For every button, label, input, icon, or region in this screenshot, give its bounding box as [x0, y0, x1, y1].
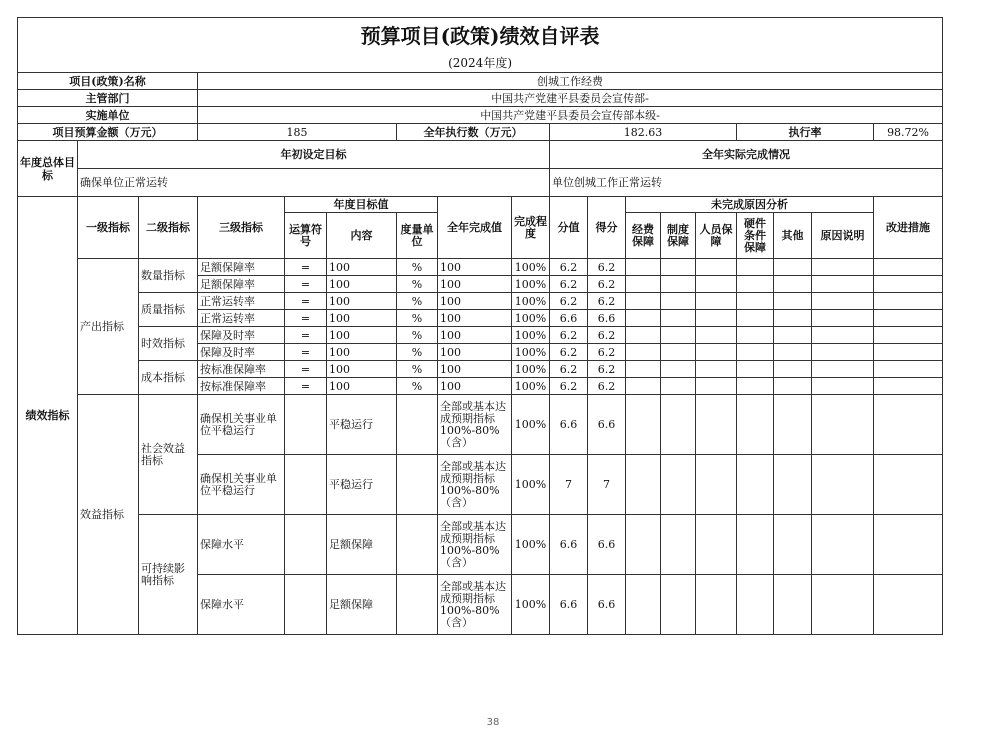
level2-cell: 数量指标 — [139, 259, 198, 293]
weight-cell: 6.2 — [550, 327, 588, 344]
empty-cell — [874, 515, 943, 575]
empty-cell — [874, 327, 943, 344]
completion-cell: 100% — [512, 310, 550, 327]
completion-cell: 100% — [512, 575, 550, 635]
empty-cell — [774, 455, 812, 515]
unit-cell: % — [397, 327, 438, 344]
empty-cell — [774, 276, 812, 293]
score-cell: 6.2 — [588, 259, 626, 276]
content-cell: 100 — [327, 327, 397, 344]
annual-value-cell: 全部或基本达成预期指标100%-80%（含） — [438, 395, 512, 455]
annual-value-cell: 全部或基本达成预期指标100%-80%（含） — [438, 455, 512, 515]
empty-cell — [874, 276, 943, 293]
completion-cell: 100% — [512, 259, 550, 276]
empty-cell — [661, 276, 696, 293]
empty-cell — [812, 575, 874, 635]
empty-cell — [661, 259, 696, 276]
empty-cell — [874, 378, 943, 395]
score-cell: 7 — [588, 455, 626, 515]
department-label: 主管部门 — [18, 90, 198, 107]
output-indicator-label: 产出指标 — [78, 259, 139, 395]
level3-cell: 保障及时率 — [198, 344, 285, 361]
annual-value-cell: 100 — [438, 327, 512, 344]
empty-cell — [737, 515, 774, 575]
empty-cell — [626, 293, 661, 310]
level3-cell: 按标准保障率 — [198, 378, 285, 395]
performance-indicator-label: 绩效指标 — [18, 197, 78, 635]
level2-cell: 质量指标 — [139, 293, 198, 327]
level2-cell: 可持续影响指标 — [139, 515, 198, 635]
empty-cell — [696, 515, 737, 575]
weight-cell: 6.2 — [550, 378, 588, 395]
empty-cell — [737, 310, 774, 327]
level3-header: 三级指标 — [198, 197, 285, 259]
empty-cell — [737, 293, 774, 310]
unit-cell — [397, 395, 438, 455]
empty-cell — [774, 361, 812, 378]
level3-cell: 保障及时率 — [198, 327, 285, 344]
empty-cell — [626, 327, 661, 344]
reason-other-header: 其他 — [774, 213, 812, 259]
empty-cell — [661, 395, 696, 455]
empty-cell — [626, 378, 661, 395]
score-cell: 6.2 — [588, 276, 626, 293]
operator-cell: = — [285, 378, 327, 395]
initial-goal-header: 年初设定目标 — [78, 141, 550, 169]
content-header: 内容 — [327, 213, 397, 259]
level3-cell: 保障水平 — [198, 575, 285, 635]
evaluation-table — [17, 17, 943, 635]
empty-cell — [774, 293, 812, 310]
empty-cell — [696, 259, 737, 276]
annual-value-cell: 100 — [438, 378, 512, 395]
empty-cell — [774, 515, 812, 575]
operator-cell: = — [285, 344, 327, 361]
empty-cell — [626, 395, 661, 455]
score-cell: 6.6 — [588, 395, 626, 455]
empty-cell — [812, 515, 874, 575]
weight-cell: 6.6 — [550, 575, 588, 635]
empty-cell — [812, 259, 874, 276]
budget-value: 185 — [198, 124, 397, 141]
unit-cell — [397, 515, 438, 575]
empty-cell — [696, 395, 737, 455]
level3-cell: 足额保障率 — [198, 259, 285, 276]
empty-cell — [812, 378, 874, 395]
weight-cell: 7 — [550, 455, 588, 515]
completion-cell: 100% — [512, 344, 550, 361]
empty-cell — [696, 378, 737, 395]
year-subtitle: (2024年度) — [18, 54, 943, 73]
empty-cell — [696, 575, 737, 635]
actual-completion-header: 全年实际完成情况 — [550, 141, 943, 169]
empty-cell — [661, 575, 696, 635]
level3-cell: 足额保障率 — [198, 276, 285, 293]
execution-rate-label: 执行率 — [737, 124, 874, 141]
level3-cell: 确保机关事业单位平稳运行 — [198, 455, 285, 515]
empty-cell — [696, 361, 737, 378]
empty-cell — [696, 455, 737, 515]
execution-value: 182.63 — [550, 124, 737, 141]
reason-explain-header: 原因说明 — [812, 213, 874, 259]
weight-cell: 6.2 — [550, 276, 588, 293]
score-cell: 6.2 — [588, 361, 626, 378]
empty-cell — [737, 378, 774, 395]
level3-cell: 保障水平 — [198, 515, 285, 575]
empty-cell — [774, 310, 812, 327]
completion-header: 完成程度 — [512, 197, 550, 259]
effect-indicator-label: 效益指标 — [78, 395, 139, 635]
table-row — [18, 293, 943, 310]
completion-cell: 100% — [512, 378, 550, 395]
unit-header: 度量单位 — [397, 213, 438, 259]
operator-cell — [285, 575, 327, 635]
actual-completion-text: 单位创城工作正常运转 — [550, 169, 943, 197]
empty-cell — [812, 455, 874, 515]
page-number: 38 — [486, 717, 500, 728]
level3-cell: 确保机关事业单位平稳运行 — [198, 395, 285, 455]
annual-value-cell: 全部或基本达成预期指标100%-80%（含） — [438, 575, 512, 635]
empty-cell — [874, 259, 943, 276]
annual-value-cell: 100 — [438, 361, 512, 378]
weight-cell: 6.6 — [550, 310, 588, 327]
budget-label: 项目预算金额（万元） — [18, 124, 198, 141]
page-title: 预算项目(政策)绩效自评表 — [18, 18, 943, 55]
content-cell: 100 — [327, 378, 397, 395]
empty-cell — [812, 327, 874, 344]
empty-cell — [696, 344, 737, 361]
empty-cell — [737, 575, 774, 635]
empty-cell — [626, 575, 661, 635]
empty-cell — [874, 361, 943, 378]
empty-cell — [696, 293, 737, 310]
empty-cell — [661, 361, 696, 378]
implementer-label: 实施单位 — [18, 107, 198, 124]
reason-staff-header: 人员保障 — [696, 213, 737, 259]
empty-cell — [774, 259, 812, 276]
empty-cell — [626, 276, 661, 293]
completion-cell: 100% — [512, 327, 550, 344]
empty-cell — [812, 310, 874, 327]
annual-value-cell: 100 — [438, 293, 512, 310]
table-row — [18, 515, 943, 575]
empty-cell — [626, 310, 661, 327]
level2-cell: 时效指标 — [139, 327, 198, 361]
empty-cell — [696, 276, 737, 293]
level2-cell: 社会效益指标 — [139, 395, 198, 515]
empty-cell — [626, 515, 661, 575]
level3-cell: 正常运转率 — [198, 293, 285, 310]
unit-cell: % — [397, 259, 438, 276]
empty-cell — [737, 344, 774, 361]
operator-cell: = — [285, 327, 327, 344]
content-cell: 100 — [327, 259, 397, 276]
content-cell: 足额保障 — [327, 575, 397, 635]
table-row — [18, 361, 943, 378]
table-row — [18, 327, 943, 344]
weight-cell: 6.2 — [550, 344, 588, 361]
operator-cell — [285, 515, 327, 575]
score-cell: 6.2 — [588, 344, 626, 361]
empty-cell — [626, 455, 661, 515]
operator-cell: = — [285, 361, 327, 378]
annual-value-cell: 100 — [438, 259, 512, 276]
performance-evaluation-sheet — [17, 17, 942, 635]
empty-cell — [874, 395, 943, 455]
improvement-header: 改进措施 — [874, 197, 943, 259]
empty-cell — [774, 327, 812, 344]
annual-goal-label: 年度总体目标 — [18, 141, 78, 197]
weight-cell: 6.2 — [550, 361, 588, 378]
operator-cell: = — [285, 276, 327, 293]
department-value: 中国共产党建平县委员会宣传部- — [198, 90, 943, 107]
unit-cell: % — [397, 378, 438, 395]
empty-cell — [661, 515, 696, 575]
reason-funding-header: 经费保障 — [626, 213, 661, 259]
table-row — [18, 395, 943, 455]
operator-cell: = — [285, 293, 327, 310]
empty-cell — [812, 344, 874, 361]
content-cell: 100 — [327, 310, 397, 327]
score-cell: 6.6 — [588, 310, 626, 327]
execution-rate-value: 98.72% — [874, 124, 943, 141]
weight-header: 分值 — [550, 197, 588, 259]
score-cell: 6.6 — [588, 515, 626, 575]
empty-cell — [661, 344, 696, 361]
reason-system-header: 制度保障 — [661, 213, 696, 259]
content-cell: 平稳运行 — [327, 395, 397, 455]
operator-cell: = — [285, 310, 327, 327]
weight-cell: 6.2 — [550, 293, 588, 310]
annual-value-header: 全年完成值 — [438, 197, 512, 259]
content-cell: 100 — [327, 276, 397, 293]
operator-cell — [285, 455, 327, 515]
level3-cell: 按标准保障率 — [198, 361, 285, 378]
content-cell: 100 — [327, 344, 397, 361]
score-cell: 6.2 — [588, 293, 626, 310]
empty-cell — [812, 276, 874, 293]
empty-cell — [626, 259, 661, 276]
content-cell: 100 — [327, 361, 397, 378]
annual-value-cell: 100 — [438, 310, 512, 327]
level3-cell: 正常运转率 — [198, 310, 285, 327]
empty-cell — [874, 310, 943, 327]
unit-cell: % — [397, 310, 438, 327]
initial-goal-text: 确保单位正常运转 — [78, 169, 550, 197]
unit-cell — [397, 575, 438, 635]
empty-cell — [737, 455, 774, 515]
content-cell: 平稳运行 — [327, 455, 397, 515]
operator-cell — [285, 395, 327, 455]
empty-cell — [696, 327, 737, 344]
empty-cell — [661, 378, 696, 395]
score-cell: 6.2 — [588, 378, 626, 395]
reason-analysis-header: 未完成原因分析 — [626, 197, 874, 213]
empty-cell — [812, 395, 874, 455]
weight-cell: 6.6 — [550, 515, 588, 575]
operator-header: 运算符号 — [285, 213, 327, 259]
empty-cell — [874, 293, 943, 310]
empty-cell — [737, 327, 774, 344]
annual-value-cell: 100 — [438, 344, 512, 361]
operator-cell: = — [285, 259, 327, 276]
empty-cell — [626, 344, 661, 361]
empty-cell — [774, 395, 812, 455]
implementer-value: 中国共产党建平县委员会宣传部本级- — [198, 107, 943, 124]
empty-cell — [774, 378, 812, 395]
empty-cell — [737, 361, 774, 378]
score-header: 得分 — [588, 197, 626, 259]
empty-cell — [812, 293, 874, 310]
empty-cell — [661, 310, 696, 327]
score-cell: 6.6 — [588, 575, 626, 635]
empty-cell — [737, 276, 774, 293]
weight-cell: 6.6 — [550, 395, 588, 455]
annual-value-cell: 100 — [438, 276, 512, 293]
empty-cell — [661, 293, 696, 310]
execution-label: 全年执行数（万元） — [397, 124, 550, 141]
unit-cell — [397, 455, 438, 515]
unit-cell: % — [397, 293, 438, 310]
empty-cell — [696, 310, 737, 327]
completion-cell: 100% — [512, 515, 550, 575]
empty-cell — [812, 361, 874, 378]
empty-cell — [774, 344, 812, 361]
unit-cell: % — [397, 344, 438, 361]
project-name-label: 项目(政策)名称 — [18, 73, 198, 90]
completion-cell: 100% — [512, 395, 550, 455]
reason-hardware-header: 硬件条件保障 — [737, 213, 774, 259]
level2-header: 二级指标 — [139, 197, 198, 259]
completion-cell: 100% — [512, 276, 550, 293]
completion-cell: 100% — [512, 455, 550, 515]
empty-cell — [661, 327, 696, 344]
annual-target-header: 年度目标值 — [285, 197, 438, 213]
completion-cell: 100% — [512, 293, 550, 310]
project-name-value: 创城工作经费 — [198, 73, 943, 90]
empty-cell — [874, 575, 943, 635]
unit-cell: % — [397, 276, 438, 293]
score-cell: 6.2 — [588, 327, 626, 344]
empty-cell — [737, 395, 774, 455]
empty-cell — [626, 361, 661, 378]
empty-cell — [874, 455, 943, 515]
empty-cell — [874, 344, 943, 361]
empty-cell — [661, 455, 696, 515]
table-row — [18, 259, 943, 276]
level1-header: 一级指标 — [78, 197, 139, 259]
unit-cell: % — [397, 361, 438, 378]
weight-cell: 6.2 — [550, 259, 588, 276]
level2-cell: 成本指标 — [139, 361, 198, 395]
empty-cell — [737, 259, 774, 276]
completion-cell: 100% — [512, 361, 550, 378]
content-cell: 100 — [327, 293, 397, 310]
annual-value-cell: 全部或基本达成预期指标100%-80%（含） — [438, 515, 512, 575]
empty-cell — [774, 575, 812, 635]
content-cell: 足额保障 — [327, 515, 397, 575]
